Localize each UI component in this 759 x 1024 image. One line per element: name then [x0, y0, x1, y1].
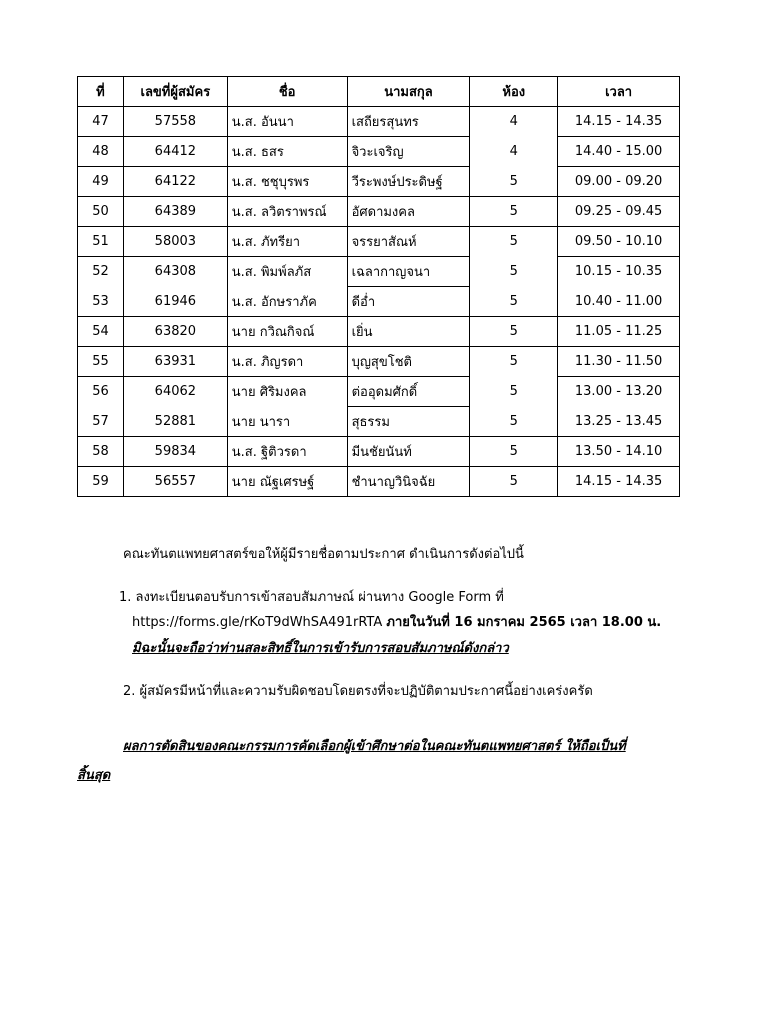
row-room: 5	[470, 377, 558, 407]
row-first-name: น.ส. อักษราภัค	[227, 287, 347, 317]
row-room: 5	[470, 197, 558, 227]
row-last-name: บุญสุขโชติ	[347, 347, 470, 377]
row-last-name: เฉลากาญจนา	[347, 257, 470, 287]
row-first-name: น.ส. อันนา	[227, 107, 347, 137]
row-no: 48	[78, 137, 124, 167]
row-first-name: น.ส. ชชุบุรพร	[227, 167, 347, 197]
row-applicant-id: 57558	[123, 107, 227, 137]
row-time: 09.50 - 10.10	[558, 227, 680, 257]
row-applicant-id: 56557	[123, 467, 227, 497]
row-no: 59	[78, 467, 124, 497]
row-room: 5	[470, 467, 558, 497]
row-first-name: น.ส. ลวิตราพรณ์	[227, 197, 347, 227]
row-room: 5	[470, 407, 558, 437]
row-applicant-id: 63931	[123, 347, 227, 377]
row-no: 47	[78, 107, 124, 137]
row-room: 5	[470, 287, 558, 317]
row-first-name: นาย นารา	[227, 407, 347, 437]
final-decision-line-2: สิ้นสุด	[77, 768, 111, 783]
row-applicant-id: 52881	[123, 407, 227, 437]
table-row	[78, 347, 680, 377]
table-row	[78, 257, 680, 287]
table-row	[78, 167, 680, 197]
google-form-link[interactable]: https://forms.gle/rKoT9dWhSA491rRTA	[132, 615, 383, 630]
notice-intro: คณะทันตแพทยศาสตร์ขอให้ผู้มีรายชื่อตามประกาศ ดำเนินการดังต่อไปนี้	[123, 547, 524, 562]
row-room: 4	[470, 107, 558, 137]
row-time: 09.00 - 09.20	[558, 167, 680, 197]
row-room: 5	[470, 167, 558, 197]
table-row	[78, 227, 680, 257]
row-time: 14.40 - 15.00	[558, 137, 680, 167]
notice-item-1: 1. ลงทะเบียนตอบรับการเข้าสอบสัมภาษณ์ ผ่านทาง Google Form ที่	[119, 590, 504, 605]
row-applicant-id: 58003	[123, 227, 227, 257]
row-applicant-id: 63820	[123, 317, 227, 347]
row-first-name: น.ส. ภัทรียา	[227, 227, 347, 257]
row-time: 14.15 - 14.35	[558, 467, 680, 497]
row-first-name: นาย ณัฐเศรษฐ์	[227, 467, 347, 497]
table-row	[78, 317, 680, 347]
table-row	[78, 107, 680, 137]
table-row	[78, 287, 680, 317]
table-header-row	[78, 77, 680, 107]
header-time: เวลา	[558, 77, 680, 107]
row-last-name: ต่ออุดมศักดิ์	[347, 377, 470, 407]
row-no: 51	[78, 227, 124, 257]
row-no: 53	[78, 287, 124, 317]
header-room: ห้อง	[470, 77, 558, 107]
registration-deadline: ภายในวันที่ 16 มกราคม 2565 เวลา 18.00 น.	[386, 615, 662, 630]
row-last-name: เสถียรสุนทร	[347, 107, 470, 137]
table-row	[78, 467, 680, 497]
row-last-name: จรรยาสัณห์	[347, 227, 470, 257]
row-room: 5	[470, 317, 558, 347]
row-time: 11.30 - 11.50	[558, 347, 680, 377]
row-time: 10.40 - 11.00	[558, 287, 680, 317]
row-first-name: น.ส. ฐิติวรดา	[227, 437, 347, 467]
row-first-name: น.ส. พิมพ์ลภัส	[227, 257, 347, 287]
row-time: 09.25 - 09.45	[558, 197, 680, 227]
row-first-name: นาย ศิริมงคล	[227, 377, 347, 407]
row-no: 58	[78, 437, 124, 467]
row-last-name: ชำนาญวินิจฉัย	[347, 467, 470, 497]
row-time: 14.15 - 14.35	[558, 107, 680, 137]
row-first-name: น.ส. ธสร	[227, 137, 347, 167]
interview-schedule-table	[77, 76, 680, 497]
header-applicant-id: เลขที่ผู้สมัคร	[123, 77, 227, 107]
row-applicant-id: 64412	[123, 137, 227, 167]
row-no: 49	[78, 167, 124, 197]
row-last-name: ดีอ่ำ	[347, 287, 470, 317]
row-applicant-id: 64308	[123, 257, 227, 287]
row-no: 57	[78, 407, 124, 437]
row-applicant-id: 64122	[123, 167, 227, 197]
row-applicant-id: 61946	[123, 287, 227, 317]
row-last-name: จิวะเจริญ	[347, 137, 470, 167]
notice-item-1-link-line	[132, 611, 661, 632]
row-applicant-id: 64389	[123, 197, 227, 227]
header-first-name: ชื่อ	[227, 77, 347, 107]
row-no: 50	[78, 197, 124, 227]
row-room: 4	[470, 137, 558, 167]
row-last-name: อัศดามงคล	[347, 197, 470, 227]
row-applicant-id: 59834	[123, 437, 227, 467]
row-first-name: นาย กวิณกิจณ์	[227, 317, 347, 347]
row-first-name: น.ส. ภิญรดา	[227, 347, 347, 377]
row-room: 5	[470, 437, 558, 467]
row-applicant-id: 64062	[123, 377, 227, 407]
row-no: 52	[78, 257, 124, 287]
row-time: 10.15 - 10.35	[558, 257, 680, 287]
table-row	[78, 377, 680, 407]
forfeit-warning: มิฉะนั้นจะถือว่าท่านสละสิทธิ์ในการเข้ารับการสอบสัมภาษณ์ดังกล่าว	[132, 641, 509, 656]
final-decision-line-1: ผลการตัดสินของคณะกรรมการคัดเลือกผู้เข้าศึกษาต่อในคณะทันตแพทยศาสตร์ ให้ถือเป็นที่	[123, 739, 626, 754]
row-last-name: มีนชัยนันท์	[347, 437, 470, 467]
row-last-name: สุธรรม	[347, 407, 470, 437]
table-row	[78, 407, 680, 437]
notice-item-2: 2. ผู้สมัครมีหน้าที่และความรับผิดชอบโดยตรงที่จะปฏิบัติตามประกาศนี้อย่างเคร่งครัด	[123, 684, 593, 699]
row-time: 13.25 - 13.45	[558, 407, 680, 437]
row-last-name: วีระพงษ์ประดิษฐ์	[347, 167, 470, 197]
table-row	[78, 437, 680, 467]
header-no: ที่	[78, 77, 124, 107]
row-last-name: เยิ่น	[347, 317, 470, 347]
row-room: 5	[470, 227, 558, 257]
table-row	[78, 137, 680, 167]
header-last-name: นามสกุล	[347, 77, 470, 107]
row-time: 11.05 - 11.25	[558, 317, 680, 347]
row-no: 56	[78, 377, 124, 407]
row-time: 13.00 - 13.20	[558, 377, 680, 407]
table-row	[78, 197, 680, 227]
row-no: 55	[78, 347, 124, 377]
row-room: 5	[470, 347, 558, 377]
row-room: 5	[470, 257, 558, 287]
row-time: 13.50 - 14.10	[558, 437, 680, 467]
row-no: 54	[78, 317, 124, 347]
